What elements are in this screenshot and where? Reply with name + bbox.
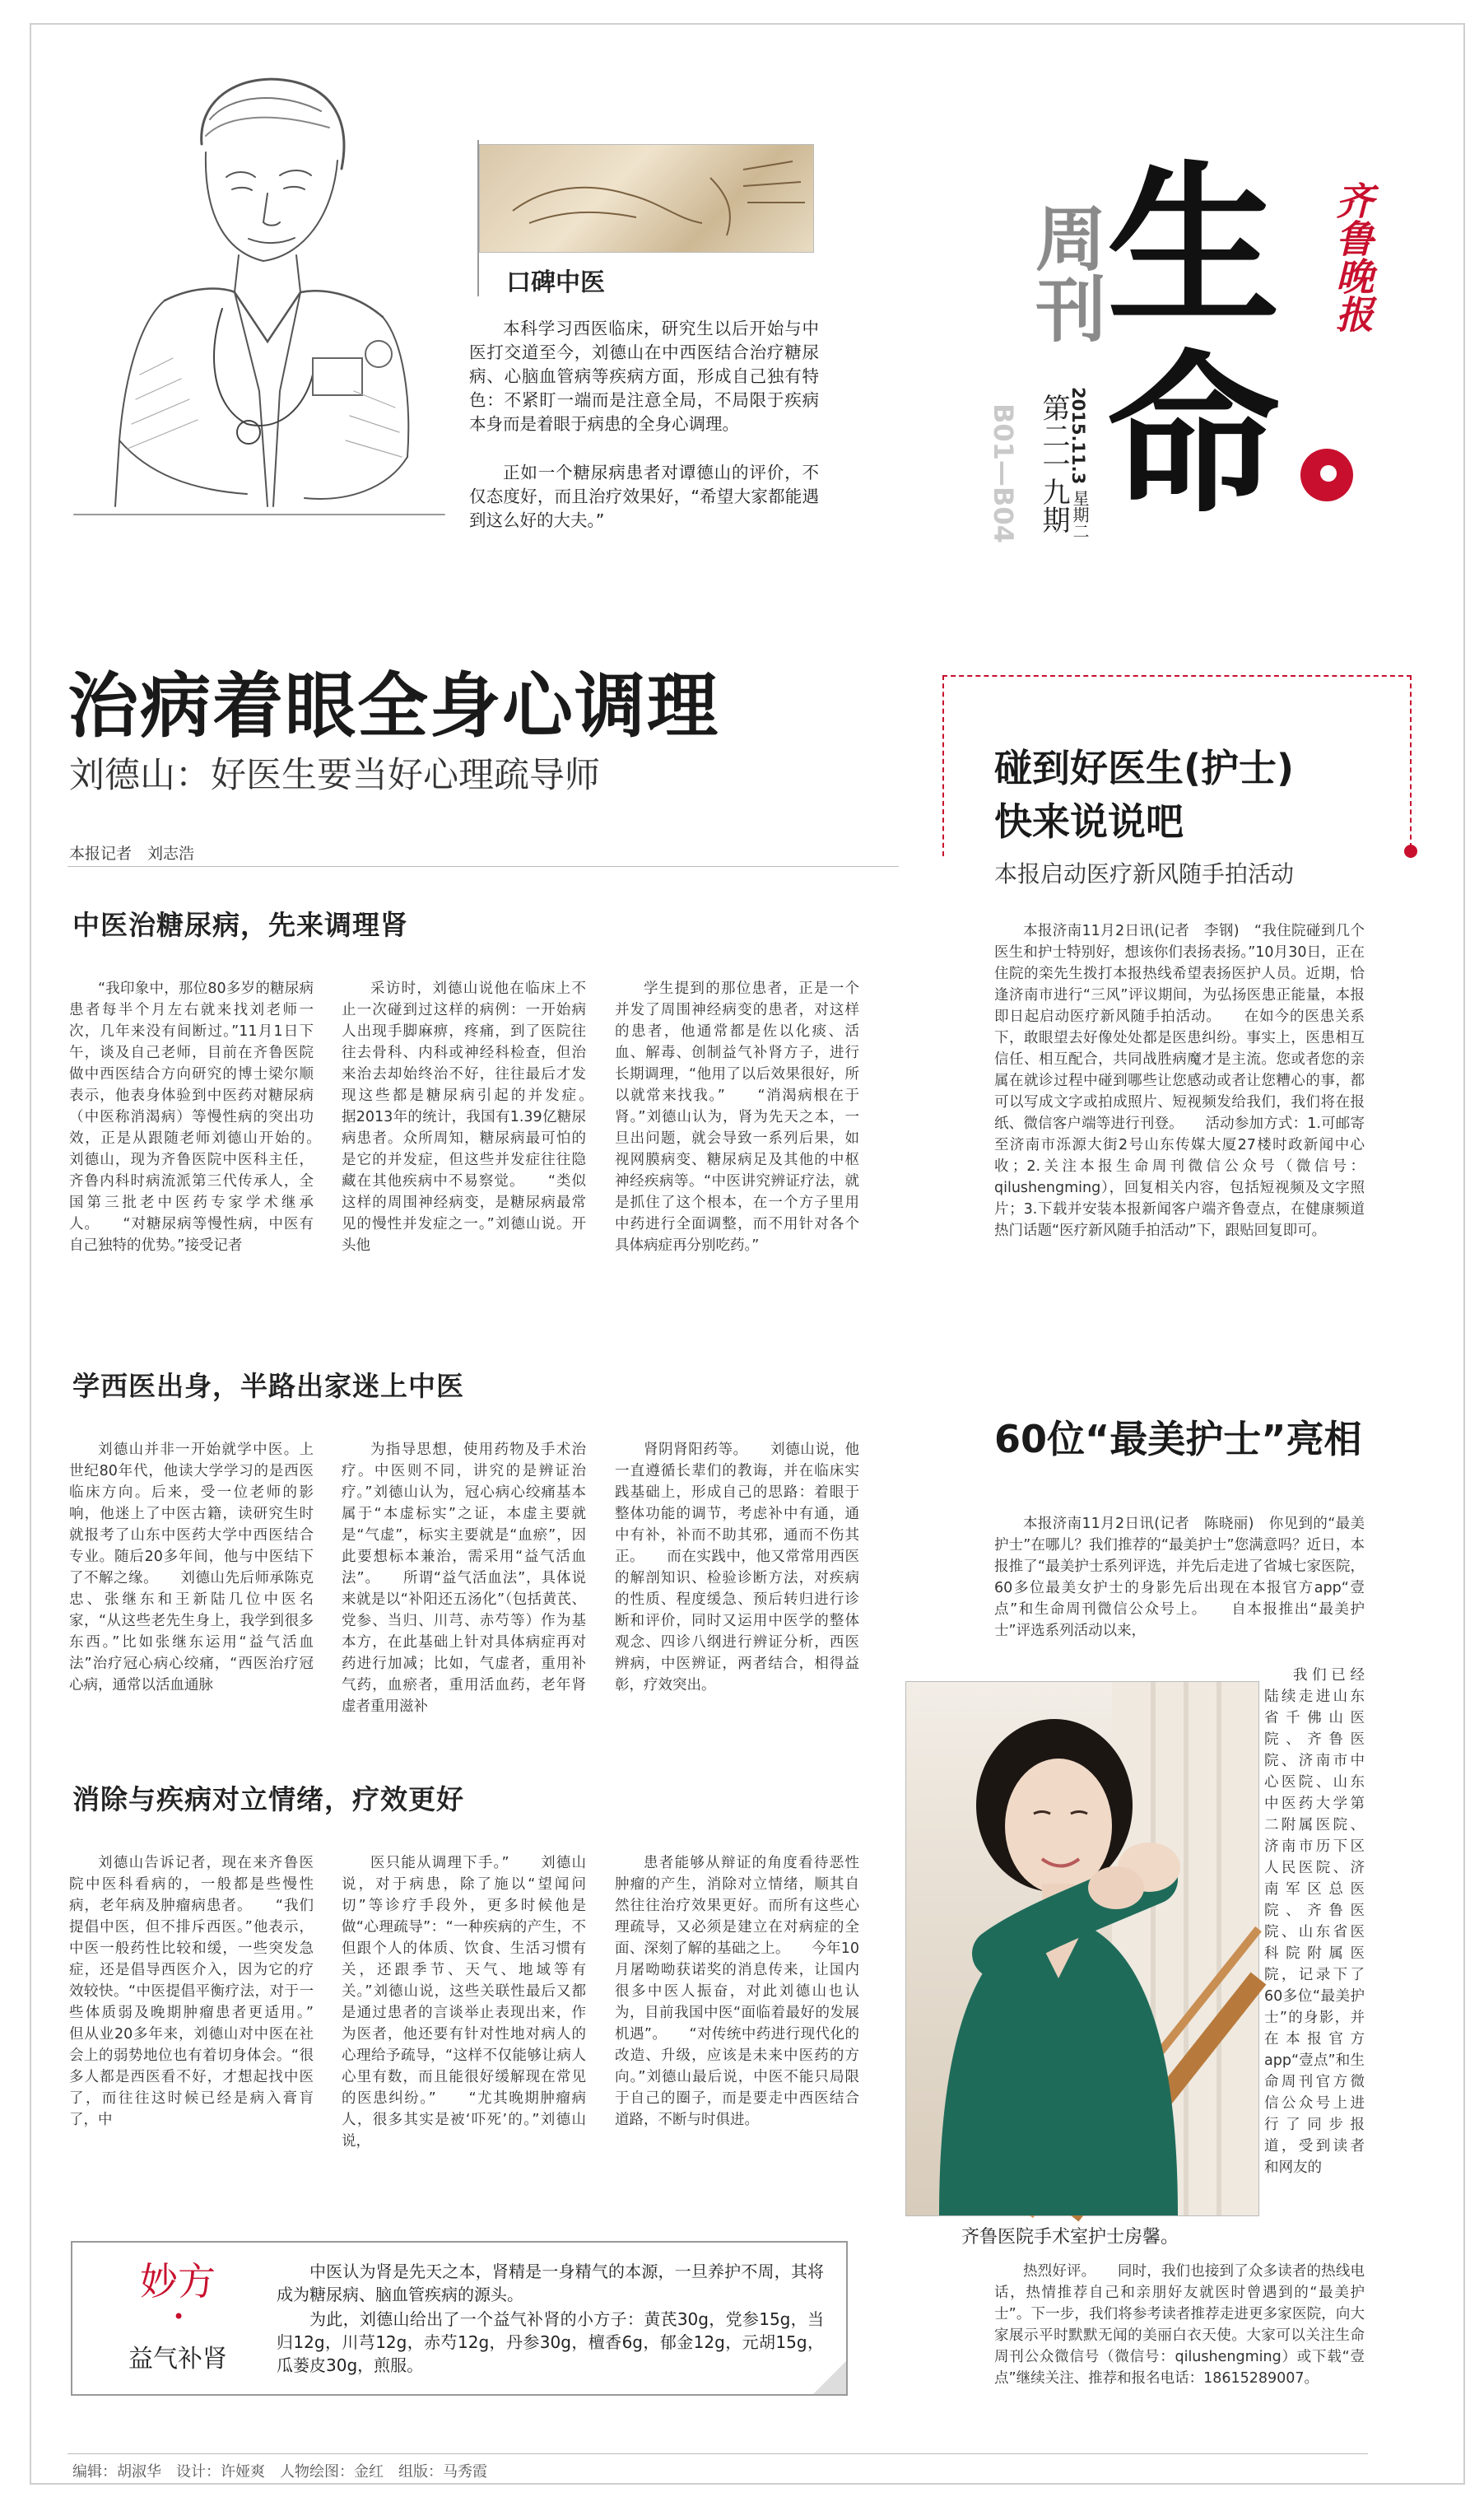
section-1-column-2	[342, 978, 615, 1390]
section-3-column-1	[69, 1852, 342, 2239]
doctor-portrait-sketch	[58, 45, 461, 531]
section-char-sheng: 生	[1107, 146, 1281, 347]
section-3-heading: 消除与疾病对立情绪，疗效更好	[72, 1783, 464, 1815]
right-red-dot	[1404, 845, 1417, 858]
right-article-2b-text: 我们已经陆续走进山东省千佛山医院、齐鲁医院、济南市中心医院、山东中医药大学第二附属医院、济南市历下区人民医院、济南军区总医院、齐鲁医院、山东省医科院附属医院，记录下了60多位“最美护士”的身影，并在本报官方app“壹点”和生命周刊官方微信公众号上进行了同步报道，受到读者和网友的	[1264, 1667, 1365, 2176]
nurse-photo-caption: 齐鲁医院手术室护士房馨。	[961, 2227, 1179, 2248]
section-3-text-2: 医只能从调理下手。” 刘德山说，对于病患，除了施以“望闻问切”等诊疗手段外，更多时候他是做“心理疏导”：“一种疾病的产生，不但跟个人的体质、饮食、生活习惯有关，还跟季节、天气、地域等有关。”刘德山说，这些关联性最后又都是通过患者的言谈举止表现出来，作为医者，他还要有针对性地对病人的心理给予疏导，“这样不仅能够让病人心里有数，而且能很好缓解现在常见的医患纠纷。” “尤其晚期肿瘤病人，很多其实是被‘吓死’的。”刘德山说，	[342, 1855, 586, 2150]
section-1-heading: 中医治糖尿病，先来调理肾	[72, 909, 408, 941]
section-1-text-1: “我印象中，那位80多岁的糖尿病患者每半个月左右就来找刘老师一次，几年来没有间断过。”11月1日下午，谈及自己老师，目前在齐鲁医院做中西医结合方向研究的博士梁尔顺表示，他表身体验到中医药对糖尿病（中医称消渴病）等慢性病的突出功效，正是从跟随老师刘德山开始的。 刘德山，现为齐鲁医院中医科主任，齐鲁内科时病流派第三代传承人，全国第三批老中医药专家学术继承人。 “对糖尿病等慢性病，中医有自己独特的优势。”接受记者	[69, 981, 342, 1254]
section-2-heading: 学西医出身，半路出家迷上中医	[72, 1370, 464, 1402]
section-2-text-3: 肾阴肾阳药等。 刘德山说，他一直遵循长辈们的教诲，并在临床实践基础上，形成自己的思路：着眼于整体功能的调节，考虑补中有通，通中有补，补而不助其邪，通而不伤其正。 而在实践中，他又常常用西医的解剖知识、检验诊断方法，对疾病的性质、程度缓急、预后转归进行诊断和评价，同时又运用中医学的整体观念、四诊八纲进行辨证分析，西医辨病，中医辨证，两者结合，相得益彰，疗效突出。	[615, 1442, 859, 1693]
section-3-text-1: 刘德山告诉记者，现在来齐鲁医院中医科看病的，一般都是些慢性病，老年病及肿瘤病患者。 “我们提倡中医，但不排斥西医。”他表示，中医一般药性比较和缓，一些突发急症，还是倡导西医介入，因为它的疗效较快。“中医提倡平衡疗法，对于一些体质弱及晚期肿瘤患者更适用。” 但从业20多年来，刘德山对中医在社会上的弱势地位也有着切身体会。“很多人都是西医看不好，才想起找中医了，而往往这时候已经是病入膏肓了，中	[69, 1855, 342, 2128]
page-range: B01—B04	[988, 403, 1019, 543]
right-article-1-text: 本报济南11月2日讯(记者 李钢) “我住院碰到几个医生和护士特别好，想该你们表扬表扬。”10月30日，正在住院的栾先生拨打本报热线希望表扬医护人员。近期，恰逢济南市进行“三风”评议期间，为弘扬医患正能量，本报即日起启动医疗新风随手拍活动。 在如今的医患关系下，敢眼望去好像处处都是医患纠纷。事实上，医患相互信任、相互配合，共同战胜病魔才是主流。您或者您的亲属在就诊过程中碰到哪些让您感动或者让您糟心的事，都可以写成文字或拍成照片、短视频发给我们，我们将在报纸、微信客户端等进行刊登。 活动参加方式：1.可邮寄至济南市泺源大街2号山东传媒大厦27楼时政新闻中心收；2.关注本报生命周刊微信公众号（微信号：qilushengming），回复相关内容，包括短视频及文字照片；3.下载并安装本报新闻客户端齐鲁壹点，在健康频道热门话题“医疗新风随手拍活动”下，跟贴回复即可。	[994, 923, 1365, 1239]
miaofang-dot: •	[173, 2305, 185, 2328]
intro-paragraph-1: 本科学习西医临床，研究生以后开始与中医打交道至今，刘德山在中西医结合治疗糖尿病、心脑血管病等疾病方面，形成自己独有特色：不紧盯一端而是注意全局，不局限于疾病本身而是着眼于病患的全身心调理。	[469, 319, 819, 434]
miaofang-paragraph-1: 中医认为肾是先天之本，肾精是一身精气的本源，一旦养护不周，其将成为糖尿病、脑血管疾病的源头。	[277, 2262, 824, 2304]
byline-rule	[67, 866, 899, 867]
article-subtitle: 刘德山：好医生要当好心理疏导师	[69, 755, 600, 796]
footer-rule	[67, 2453, 1368, 2454]
section-1-text-2: 采访时，刘德山说他在临床上不止一次碰到过这样的病例：一开始病人出现手脚麻痹，疼痛，到了医院往往去骨科、内科或神经科检查，但治来治去却始终治不好，往往最后才发现这些都是糖尿病引起的并发症。 据2013年的统计，我国有1.39亿糖尿病患者。众所周知，糖尿病最可怕的是它的并发症，但这些并发症往往隐藏在其他疾病中不易察觉。 “类似这样的周围神经病变，是糖尿病最常见的慢性并发症之一。”刘德山说。开头他	[342, 981, 615, 1254]
red-dot-logo-inner	[1320, 465, 1337, 482]
section-3-text-3: 患者能够从辩证的角度看待恶性肿瘤的产生，消除对立情绪，顺其自然往往治疗效果更好。而所有这些心理疏导，又必须是建立在对病症的全面、深刻了解的基础之上。 今年10月屠呦呦获诺奖的消息传来，让国内很多中医人振奋，对此刘德山也认为，目前我国中医“面临着最好的发展机遇”。 “对传统中药进行现代化的改造、升级，应该是未来中医药的方向。”刘德山最后说，中医不能只局限于自己的圈子，而是要走中西医结合道路，不断与时俱进。	[615, 1855, 859, 2128]
section-3-column-3	[615, 1852, 859, 2239]
section-2-column-2	[342, 1439, 586, 1768]
intro-tag: 口碑中医	[506, 268, 605, 297]
article-byline: 本报记者 刘志浩	[69, 845, 195, 863]
nurse-photo	[905, 1681, 1259, 2216]
section-1-column-1	[69, 978, 342, 1390]
section-char-ming: 命	[1107, 335, 1281, 537]
section-3-column-2	[342, 1852, 586, 2239]
intro-paragraph-2: 正如一个糖尿病患者对谭德山的评价，不仅态度好，而且治疗效果好，“希望大家都能遇到这么好的大夫。”	[469, 463, 819, 530]
intro-image	[479, 144, 814, 253]
nurse-photo-illustration	[906, 1682, 1258, 2215]
right-article-2c	[994, 2261, 1365, 2453]
section-2-text-1: 刘德山并非一开始就学中医。上世纪80年代，他读大学学习的是西医临床方向。后来，受一位老师的影响，他迷上了中医古籍，读研究生时就报考了山东中医药大学中西医结合专业。随后20多年间，他与中医结下了不解之缘。 刘德山先后师承陈克忠、张继东和王新陆几位中医名家，“从这些老先生身上，我学到很多东西。”比如张继东运用“益气活血法”治疗冠心病心绞痛，“西医治疗冠心病，通常以活血通脉	[69, 1442, 314, 1693]
right-heading-2: 60位“最美护士”亮相	[994, 1417, 1362, 1461]
article-title: 治病着眼全身心调理	[67, 665, 719, 748]
section-1-text-3: 学生提到的那位患者，正是一个并发了周围神经病变的患者，对这样的患者，他通常都是佐以化痰、活血、解毒、创制益气补肾方子，进行长期调理，“他用了以后效果很好，所以就常来找我。” “消渴病根在于肾。”刘德山认为，肾为先天之本，一旦出问题，就会导致一系列后果，如视网膜病变、糖尿病足及其他的中枢神经疾病等。“中医讲究辨证疗法，就是抓住了这个根本，在一个方子里用中药进行全面调整，而不用针对各个具体病症再分别吃药。”	[615, 981, 859, 1254]
issue-weekday: 星期二	[1070, 490, 1090, 539]
section-2-column-3	[615, 1439, 859, 1768]
right-heading-1-line-1: 碰到好医生(护士)	[994, 746, 1295, 790]
right-article-2c-text: 热烈好评。 同时，我们也接到了众多读者的热线电话，热情推荐自己和亲朋好友就医时曾遇到的“最美护士”。下一步，我们将参考读者推荐走进更多家医院，向大家展示平时默默无闻的美丽白衣天使。大家可以关注生命周刊公众微信号（微信号：qilushengming）或下载“壹点”继续关注、推荐和报名电话：18615289007。	[994, 2263, 1365, 2387]
weekly-label: 周刊	[1023, 202, 1105, 343]
miaofang-paragraph-2: 为此，刘德山给出了一个益气补肾的小方子：黄芪30g，党参15g，当归12g，川芎12g，赤芍12g，丹参30g，檀香6g，郁金12g，元胡15g，瓜蒌皮30g，煎服。	[277, 2309, 824, 2375]
right-article-2a-text: 本报济南11月2日讯(记者 陈晓丽) 你见到的“最美护士”在哪儿？我们推荐的“最美护士”您满意吗？近日，本报推了“最美护士系列评选，并先后走进了省城七家医院，60多位最美女护士的身影先后出现在本报官方app“壹点”和生命周刊微信公众号上。 自本报推出“最美护士”评选系列活动以来，	[994, 1516, 1365, 1639]
right-article-2a	[994, 1513, 1365, 1663]
section-1-column-3	[615, 978, 859, 1390]
footer-credits: 编辑：胡淑华 设计：许娅爽 人物绘图：金红 组版：马秀霞	[72, 2463, 487, 2481]
right-article-1	[994, 920, 1365, 1381]
hand-pulse-icon	[480, 145, 813, 252]
brand-name: 齐鲁晚报	[1330, 181, 1375, 333]
section-2-text-2: 为指导思想，使用药物及手术治疗。中医则不同，讲究的是辨证治疗。”刘德山认为，冠心病心绞痛基本属于“本虚标实”之证，本虚主要就是“气虚”，标实主要就是“血瘀”，因此要想标本兼治，需采用“益气活血法”。 所谓“益气活血法”，具体说来就是以“补阳还五汤化”（包括黄芪、党参、当归、川芎、赤芍等）作为基本方，在此基础上针对具体病症再对药进行加减；比如，气虚者，重用补气药，血瘀者，重用活血药，老年肾虚者重用滋补	[342, 1442, 586, 1715]
miaofang-title: 妙方	[140, 2259, 216, 2304]
right-heading-1-line-2: 快来说说吧	[994, 799, 1184, 844]
right-article-2b	[1264, 1665, 1365, 2257]
right-dashed-vertical	[1410, 675, 1412, 848]
intro-border	[477, 140, 479, 296]
issue-date: 2015.11.3	[1068, 387, 1088, 485]
miaofang-subtitle: 益气补肾	[128, 2345, 227, 2374]
issue-number: 第二一九期	[1037, 394, 1070, 533]
right-heading-1-subtitle: 本报启动医疗新风随手拍活动	[994, 860, 1295, 887]
section-2-column-1	[69, 1439, 314, 1768]
